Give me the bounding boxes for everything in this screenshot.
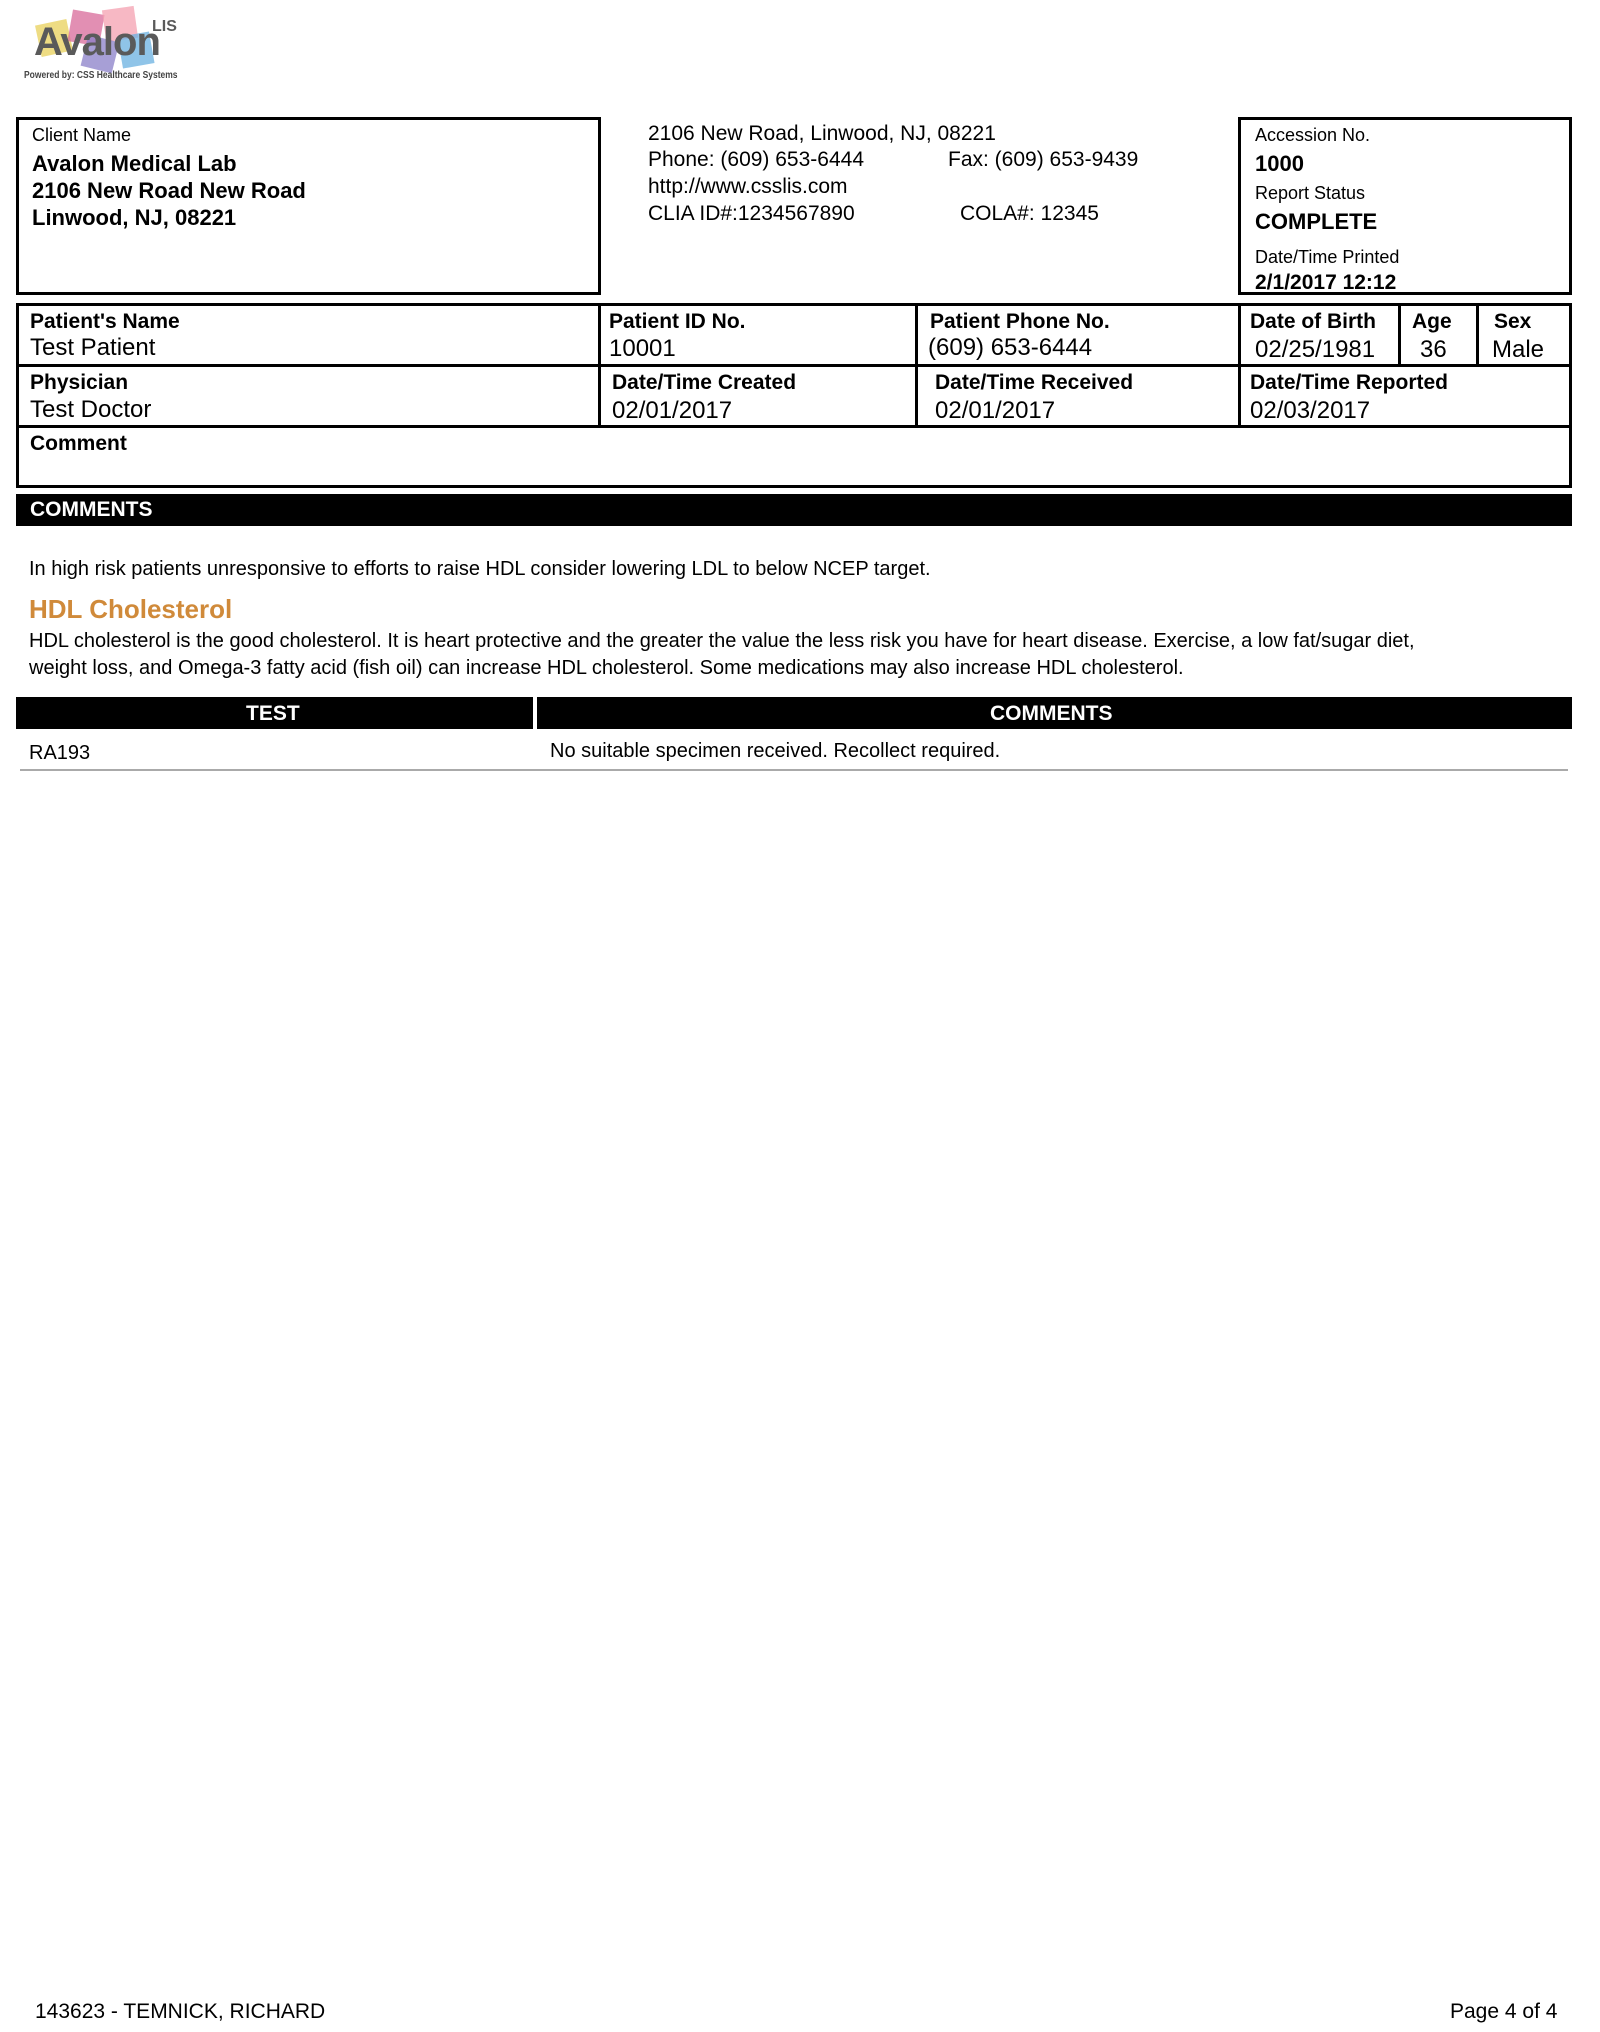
reported-label: Date/Time Reported — [1250, 371, 1448, 394]
avalon-logo — [20, 4, 190, 86]
printed-label: Date/Time Printed — [1255, 247, 1400, 267]
client-name-label: Client Name — [32, 125, 132, 145]
sex: Male — [1492, 336, 1545, 363]
test-table-header — [16, 697, 1572, 729]
patient-phone: (609) 653-6444 — [928, 334, 1093, 361]
age-label: Age — [1412, 310, 1452, 333]
comments-section-title: COMMENTS — [30, 498, 153, 521]
received: 02/01/2017 — [935, 397, 1056, 424]
received-label: Date/Time Received — [935, 371, 1134, 394]
patient-name: Test Patient — [30, 334, 156, 361]
lab-fax: Fax: (609) 653-9439 — [948, 148, 1139, 171]
lab-cola: COLA#: 12345 — [960, 202, 1099, 225]
hdl-title: HDL Cholesterol — [29, 594, 233, 624]
patient-name-label: Patient's Name — [30, 310, 180, 333]
logo-tagline: Powered by: CSS Healthcare Systems — [24, 70, 178, 81]
logo-wordmark: Avalon — [34, 20, 160, 64]
reported: 02/03/2017 — [1250, 397, 1371, 424]
accession-box — [1238, 117, 1572, 295]
hdl-description-line-1: HDL cholesterol is the good cholesterol. It is heart protective and the greater the value the less risk you have for heart disease. Exercise, a low fat/sugar diet, — [29, 630, 1415, 652]
lab-clia: CLIA ID#:1234567890 — [648, 202, 855, 225]
age: 36 — [1420, 336, 1447, 363]
physician: Test Doctor — [30, 396, 152, 423]
patient-id: 10001 — [609, 335, 676, 362]
footer-page-number: Page 4 of 4 — [1450, 2000, 1558, 2023]
test-column-header: TEST — [246, 702, 300, 725]
hdl-description-line-2: weight loss, and Omega-3 fatty acid (fish oil) can increase HDL cholesterol. Some medications may also increase HDL cholesterol. — [29, 657, 1184, 679]
client-box — [16, 117, 601, 295]
comments-column-header: COMMENTS — [990, 702, 1113, 725]
comment-label: Comment — [30, 432, 127, 455]
patient-id-label: Patient ID No. — [609, 310, 746, 333]
dob-label: Date of Birth — [1250, 310, 1376, 333]
test-comment: No suitable specimen received. Recollect required. — [550, 740, 1001, 762]
lab-address: 2106 New Road, Linwood, NJ, 08221 — [648, 122, 996, 145]
risk-note: In high risk patients unresponsive to efforts to raise HDL consider lowering LDL to below NCEP target. — [29, 558, 931, 580]
client-name: Avalon Medical Lab — [32, 151, 237, 176]
created: 02/01/2017 — [612, 397, 733, 424]
lab-phone: Phone: (609) 653-6444 — [648, 148, 864, 171]
physician-label: Physician — [30, 371, 129, 394]
lab-website[interactable]: http://www.csslis.com — [648, 175, 848, 198]
accession-value: 1000 — [1255, 151, 1304, 176]
test-code: RA193 — [29, 742, 91, 764]
footer-patient-ref: 143623 - TEMNICK, RICHARD — [35, 2000, 326, 2023]
logo-suffix: LIS — [152, 18, 177, 35]
dob: 02/25/1981 — [1255, 336, 1376, 363]
report-status-label: Report Status — [1255, 183, 1366, 203]
accession-label: Accession No. — [1255, 125, 1371, 145]
patient-phone-label: Patient Phone No. — [930, 310, 1110, 333]
created-label: Date/Time Created — [612, 371, 797, 394]
printed-value: 2/1/2017 12:12 — [1255, 271, 1397, 294]
comments-section-header — [16, 494, 1572, 526]
sex-label: Sex — [1494, 310, 1532, 333]
client-address-1: 2106 New Road New Road — [32, 178, 306, 203]
table-row — [16, 730, 1572, 770]
client-address-2: Linwood, NJ, 08221 — [32, 205, 237, 230]
report-status-value: COMPLETE — [1255, 209, 1378, 234]
